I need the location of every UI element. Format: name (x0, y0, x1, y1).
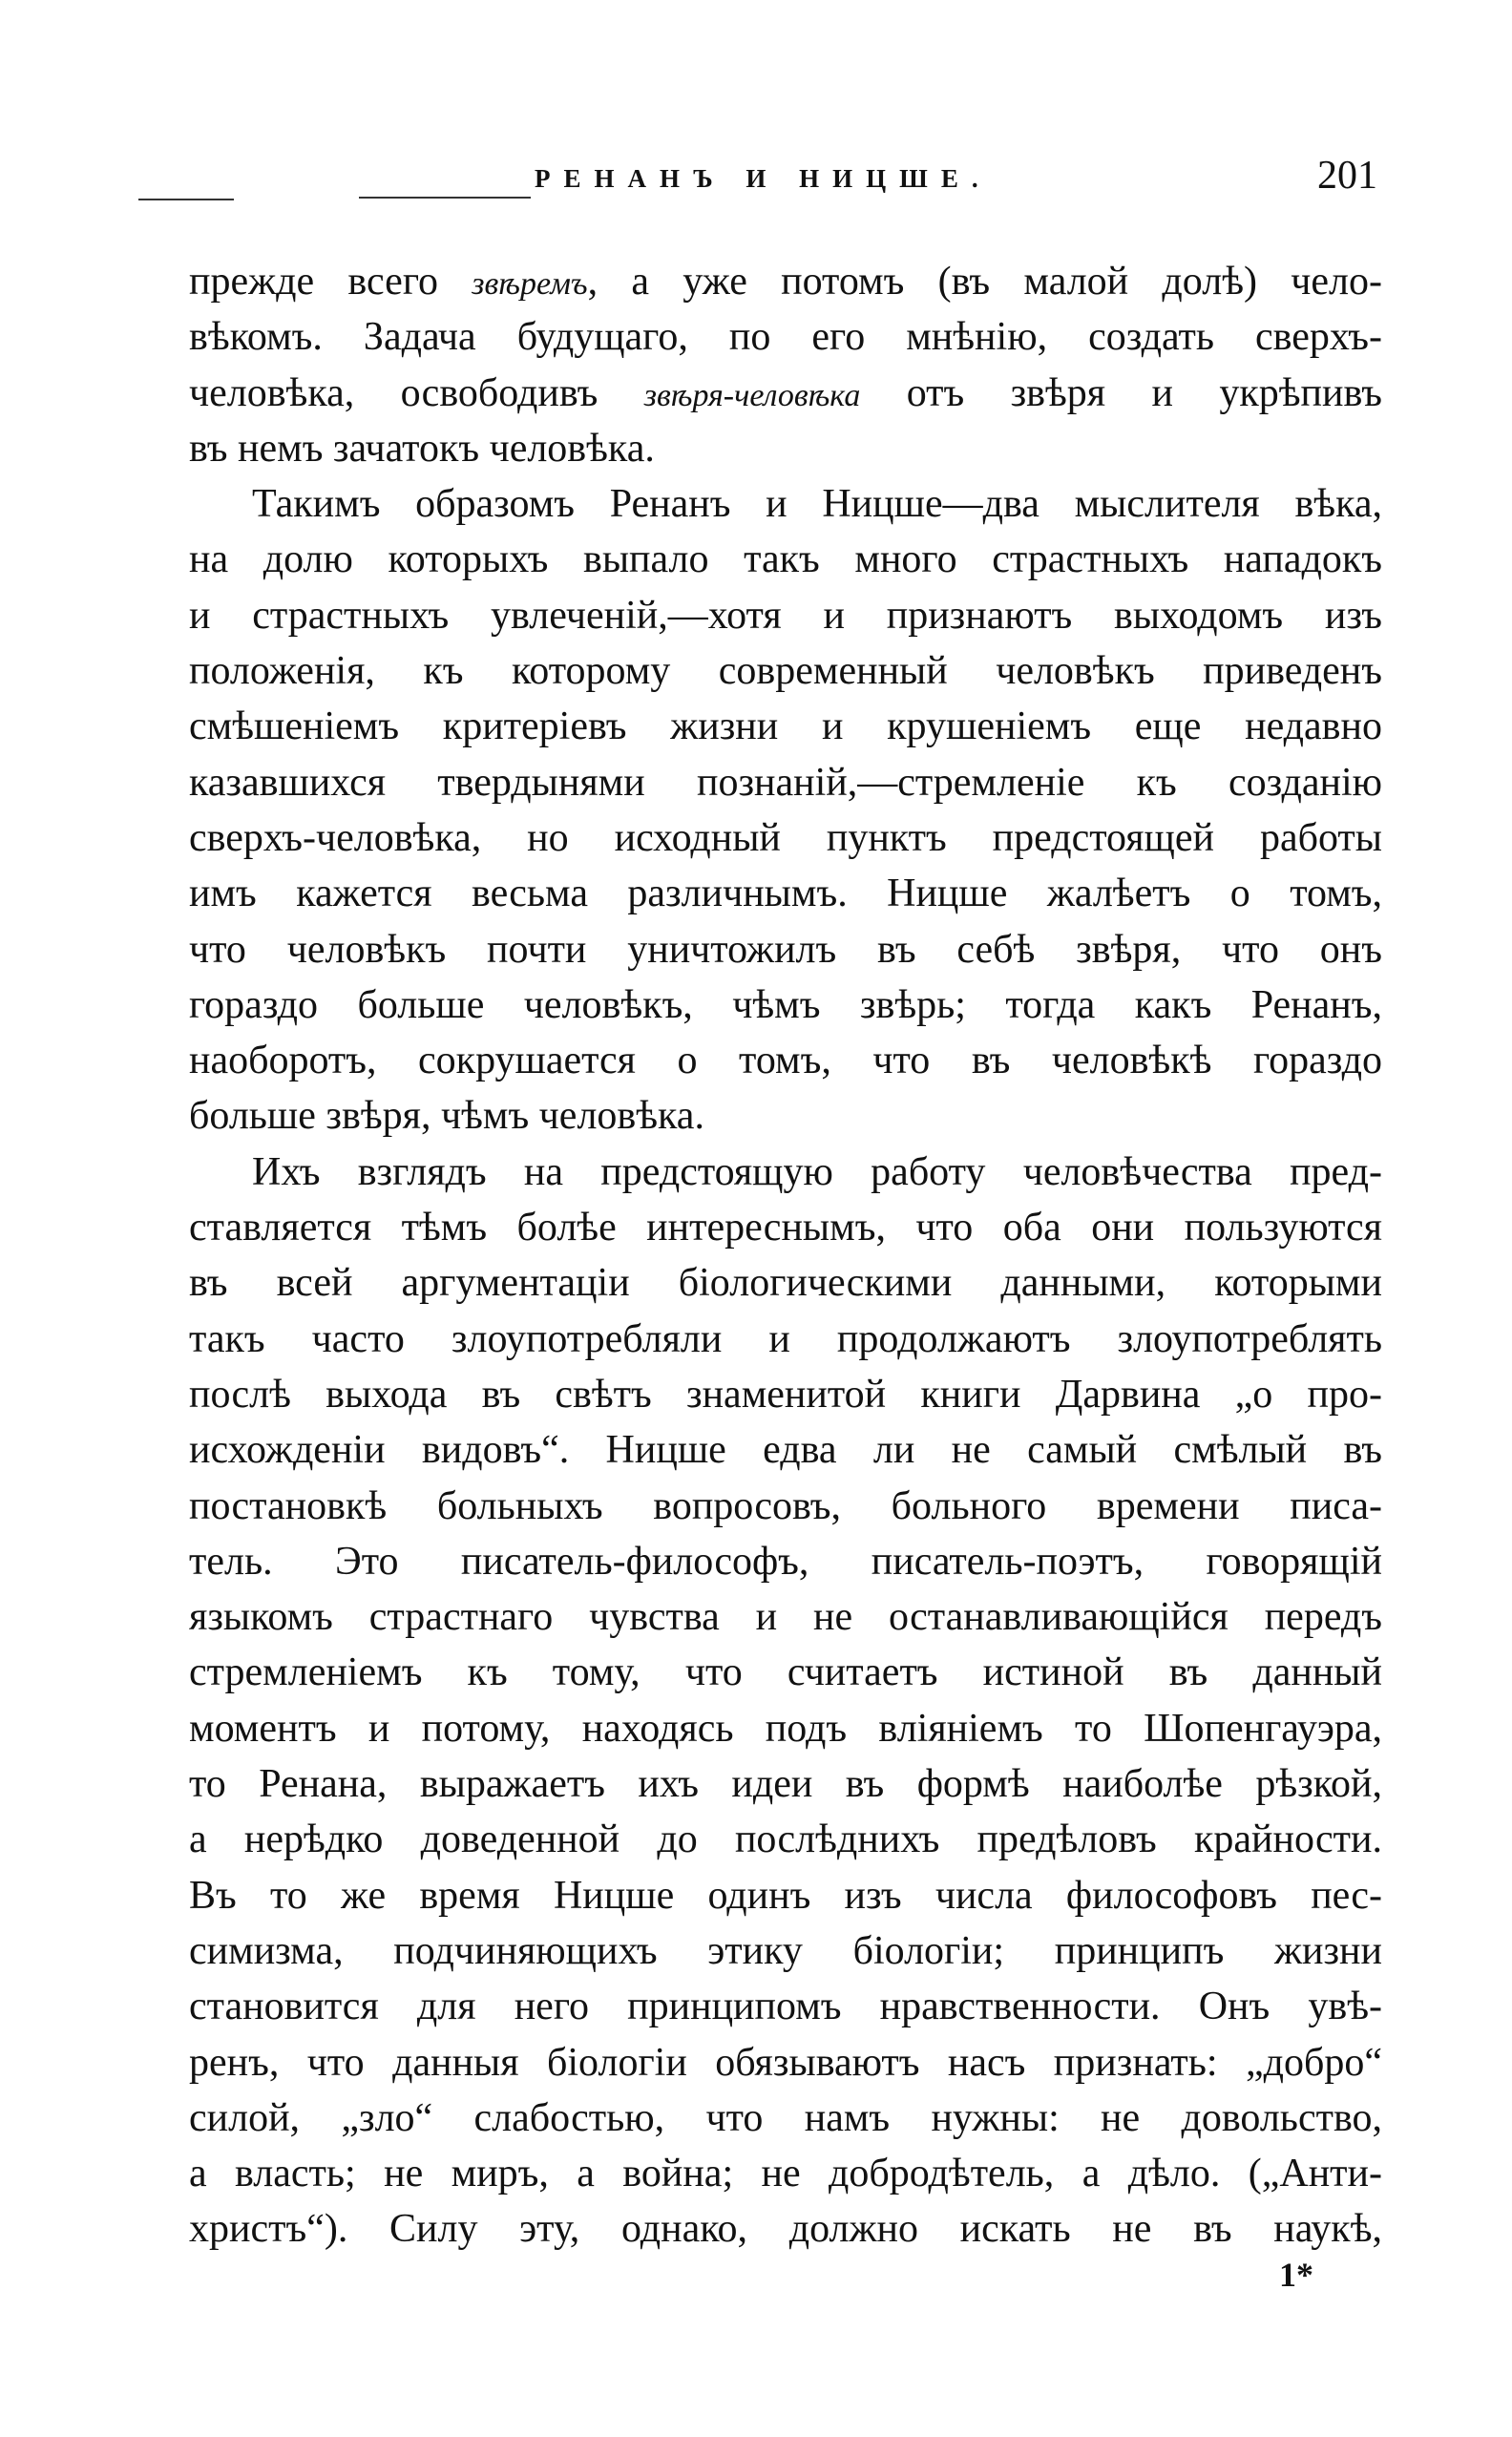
text-line (189, 2035, 1382, 2090)
signature-mark: 1* (1279, 2256, 1313, 2294)
text-line (189, 755, 1382, 810)
paragraph (189, 1145, 1382, 2258)
text-run: смѣшеніемъ критеріевъ жизни и крушеніемъ еще недавно (189, 704, 1382, 749)
text-line (189, 1756, 1382, 1812)
text-line (189, 1645, 1382, 1700)
text-run: тель. Это писатель-философъ, писатель-поэтъ, говорящій (189, 1539, 1382, 1584)
text-line (189, 866, 1382, 921)
text-line (189, 532, 1382, 587)
text-line (189, 1422, 1382, 1478)
text-line (189, 810, 1382, 866)
text-line (189, 254, 1382, 309)
text-line (189, 1589, 1382, 1645)
header-rule-left (138, 199, 234, 200)
page-body-text (189, 254, 1382, 2258)
text-run: въ немъ зачатокъ человѣка. (189, 426, 655, 471)
text-run: гораздо больше человѣкъ, чѣмъ звѣрь; тогда какъ Ренанъ, (189, 982, 1382, 1027)
text-line (189, 2090, 1382, 2146)
text-line (189, 476, 1382, 532)
text-run: языкомъ страстнаго чувства и не останавливающійся передъ (189, 1595, 1382, 1640)
text-line (189, 1479, 1382, 1534)
text-line (189, 922, 1382, 977)
text-line (189, 1033, 1382, 1088)
running-title: РЕНАНЪ И НИЦШЕ. (535, 164, 992, 193)
text-line (189, 1868, 1382, 1923)
text-run: Въ то же время Ницше одинъ изъ числа философовъ пес- (189, 1873, 1382, 1918)
text-run: и страстныхъ увлеченій,—хотя и признаютъ выходомъ изъ (189, 593, 1382, 638)
text-run: послѣ выхода въ свѣтъ знаменитой книги Дарвина „о про- (189, 1372, 1382, 1417)
text-run: стремленіемъ къ тому, что считаетъ истиной въ данный (189, 1650, 1382, 1695)
text-run: ставляется тѣмъ болѣе интереснымъ, что оба они пользуются (189, 1206, 1382, 1250)
text-run: а нерѣдко доведенной до послѣднихъ предѣловъ крайности. (189, 1817, 1382, 1862)
text-run: положенія, къ которому современный человѣкъ приведенъ (189, 649, 1382, 694)
text-run: на долю которыхъ выпало такъ много страстныхъ нападокъ (189, 537, 1382, 582)
text-run: больше звѣря, чѣмъ человѣка. (189, 1094, 704, 1139)
text-run: , а уже потомъ (въ малой долѣ) чело- (587, 260, 1382, 304)
text-run: исхожденіи видовъ“. Ницше едва ли не самый смѣлый въ (189, 1428, 1382, 1473)
text-run: становится для него принципомъ нравственности. Онъ увѣ- (189, 1985, 1382, 2029)
text-line (189, 309, 1382, 365)
text-line (189, 1534, 1382, 1589)
text-run: отъ звѣря и укрѣпивъ (860, 370, 1382, 415)
paragraph (189, 254, 1382, 476)
text-run: христъ“). Силу эту, однако, должно искать не въ наукѣ, (189, 2207, 1382, 2252)
text-run: постановкѣ больныхъ вопросовъ, больного времени писа- (189, 1483, 1382, 1528)
text-run: а власть; не миръ, а война; не добродѣтель, а дѣло. („Анти- (189, 2152, 1382, 2196)
text-line (189, 1812, 1382, 1867)
paragraph (189, 476, 1382, 1145)
text-line (189, 643, 1382, 699)
text-run: въ всей аргументаціи біологическими данными, которыми (189, 1261, 1382, 1306)
page-number: 201 (1317, 154, 1377, 198)
text-line (189, 1312, 1382, 1367)
text-run: моментъ и потому, находясь подъ вліяніемъ то Шопенгауэра, (189, 1706, 1382, 1751)
text-run: ренъ, что данныя біологіи обязываютъ насъ признать: „добро“ (189, 2040, 1382, 2085)
text-line (189, 1367, 1382, 1422)
text-line (189, 977, 1382, 1033)
italic-text: звѣремъ (472, 266, 588, 302)
text-line (189, 366, 1382, 421)
text-line (189, 1923, 1382, 1979)
text-line (189, 588, 1382, 643)
text-line (189, 421, 1382, 476)
text-run: силой, „зло“ слабостью, что намъ нужны: не довольство, (189, 2095, 1382, 2140)
text-run: такъ часто злоупотребляли и продолжаютъ злоупотреблять (189, 1316, 1382, 1361)
text-line (189, 1200, 1382, 1255)
text-line (189, 1088, 1382, 1144)
text-run: человѣка, освободивъ (189, 370, 644, 415)
text-run: что человѣкъ почти уничтожилъ въ себѣ звѣря, что онъ (189, 927, 1382, 972)
italic-text: звѣря-человѣка (643, 377, 861, 413)
text-run: Ихъ взглядъ на предстоящую работу человѣчества пред- (252, 1149, 1382, 1194)
text-run: сверхъ-человѣка, но исходный пунктъ предстоящей работы (189, 815, 1382, 860)
text-run: вѣкомъ. Задача будущаго, по его мнѣнію, создать сверхъ- (189, 315, 1382, 360)
text-run: прежде всего (189, 260, 472, 304)
text-run: то Ренана, выражаетъ ихъ идеи въ формѣ наиболѣе рѣзкой, (189, 1762, 1382, 1807)
text-line (189, 2201, 1382, 2257)
text-run: казавшихся твердынями познаній,—стремленіе къ созданію (189, 760, 1382, 805)
text-run: симизма, подчиняющихъ этику біологіи; принципъ жизни (189, 1928, 1382, 1973)
text-run: Такимъ образомъ Ренанъ и Ницше—два мыслителя вѣка, (252, 482, 1382, 527)
text-run: наоборотъ, сокрушается о томъ, что въ человѣкѣ гораздо (189, 1039, 1382, 1083)
text-run: имъ кажется весьма различнымъ. Ницше жалѣетъ о томъ, (189, 872, 1382, 916)
text-line (189, 1255, 1382, 1311)
text-line (189, 1145, 1382, 1200)
text-line (189, 1979, 1382, 2034)
header-rule-right (359, 197, 531, 199)
text-line (189, 699, 1382, 754)
text-line (189, 2146, 1382, 2201)
text-line (189, 1701, 1382, 1756)
